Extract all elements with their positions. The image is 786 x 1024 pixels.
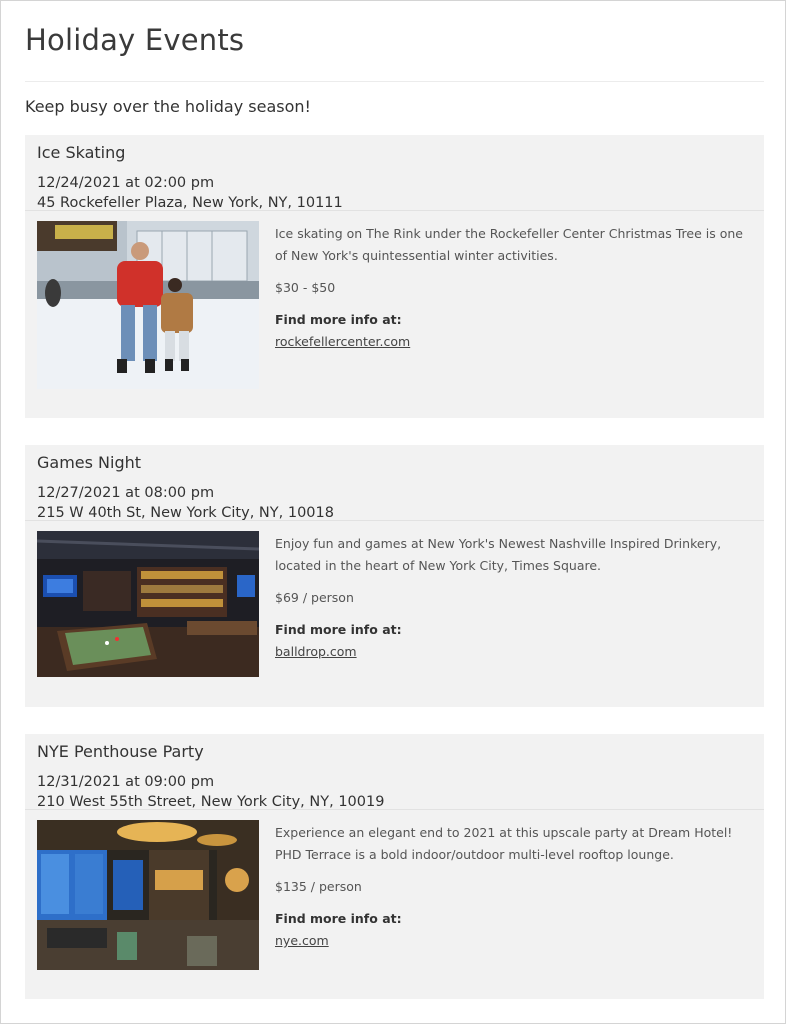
event-name: Ice Skating	[37, 143, 126, 162]
event-price: $69 / person	[275, 590, 354, 605]
event-description: Enjoy fun and games at New York's Newest Nashville Inspired Drinkery, located in the heart of New York City, Times Square.	[275, 536, 722, 573]
page-title: Holiday Events	[25, 23, 245, 57]
event-address: 215 W 40th St, New York City, NY, 10018	[37, 505, 334, 521]
event-link[interactable]: rockefellercenter.com	[275, 334, 411, 349]
event-price: $30 - $50	[275, 280, 336, 295]
bar-pool-table-photo	[37, 531, 259, 677]
event-header	[25, 734, 764, 810]
event-address: 210 West 55th Street, New York City, NY, 10019	[37, 794, 385, 810]
more-info-label: Find more info at:	[275, 312, 402, 327]
event-header	[25, 445, 764, 521]
more-info-label: Find more info at:	[275, 911, 402, 926]
event-datetime: 12/24/2021 at 02:00 pm	[37, 175, 215, 191]
rooftop-lounge-photo	[37, 820, 259, 970]
event-datetime: 12/27/2021 at 08:00 pm	[37, 485, 215, 501]
event-info	[275, 822, 745, 950]
event-description: Experience an elegant end to 2021 at this upscale party at Dream Hotel! PHD Terrace is a bold indoor/outdoor multi-level rooftop lounge.	[275, 825, 733, 862]
ice-skating-photo	[37, 221, 259, 389]
page-intro: Keep busy over the holiday season!	[25, 97, 311, 116]
event-info	[275, 533, 745, 661]
event-header	[25, 135, 764, 211]
event-address: 45 Rockefeller Plaza, New York, NY, 10111	[37, 195, 343, 211]
more-info-label: Find more info at:	[275, 622, 402, 637]
event-name: NYE Penthouse Party	[37, 742, 204, 761]
event-link[interactable]: nye.com	[275, 933, 329, 948]
event-description: Ice skating on The Rink under the Rockefeller Center Christmas Tree is one of New York's quintessential winter activities.	[275, 226, 743, 263]
title-divider	[25, 81, 764, 82]
event-card-games-night	[25, 445, 764, 707]
event-price: $135 / person	[275, 879, 362, 894]
event-info	[275, 223, 745, 351]
event-link[interactable]: balldrop.com	[275, 644, 357, 659]
event-card-ice-skating	[25, 135, 764, 418]
event-card-nye-penthouse-party	[25, 734, 764, 999]
event-datetime: 12/31/2021 at 09:00 pm	[37, 774, 215, 790]
event-name: Games Night	[37, 453, 142, 472]
